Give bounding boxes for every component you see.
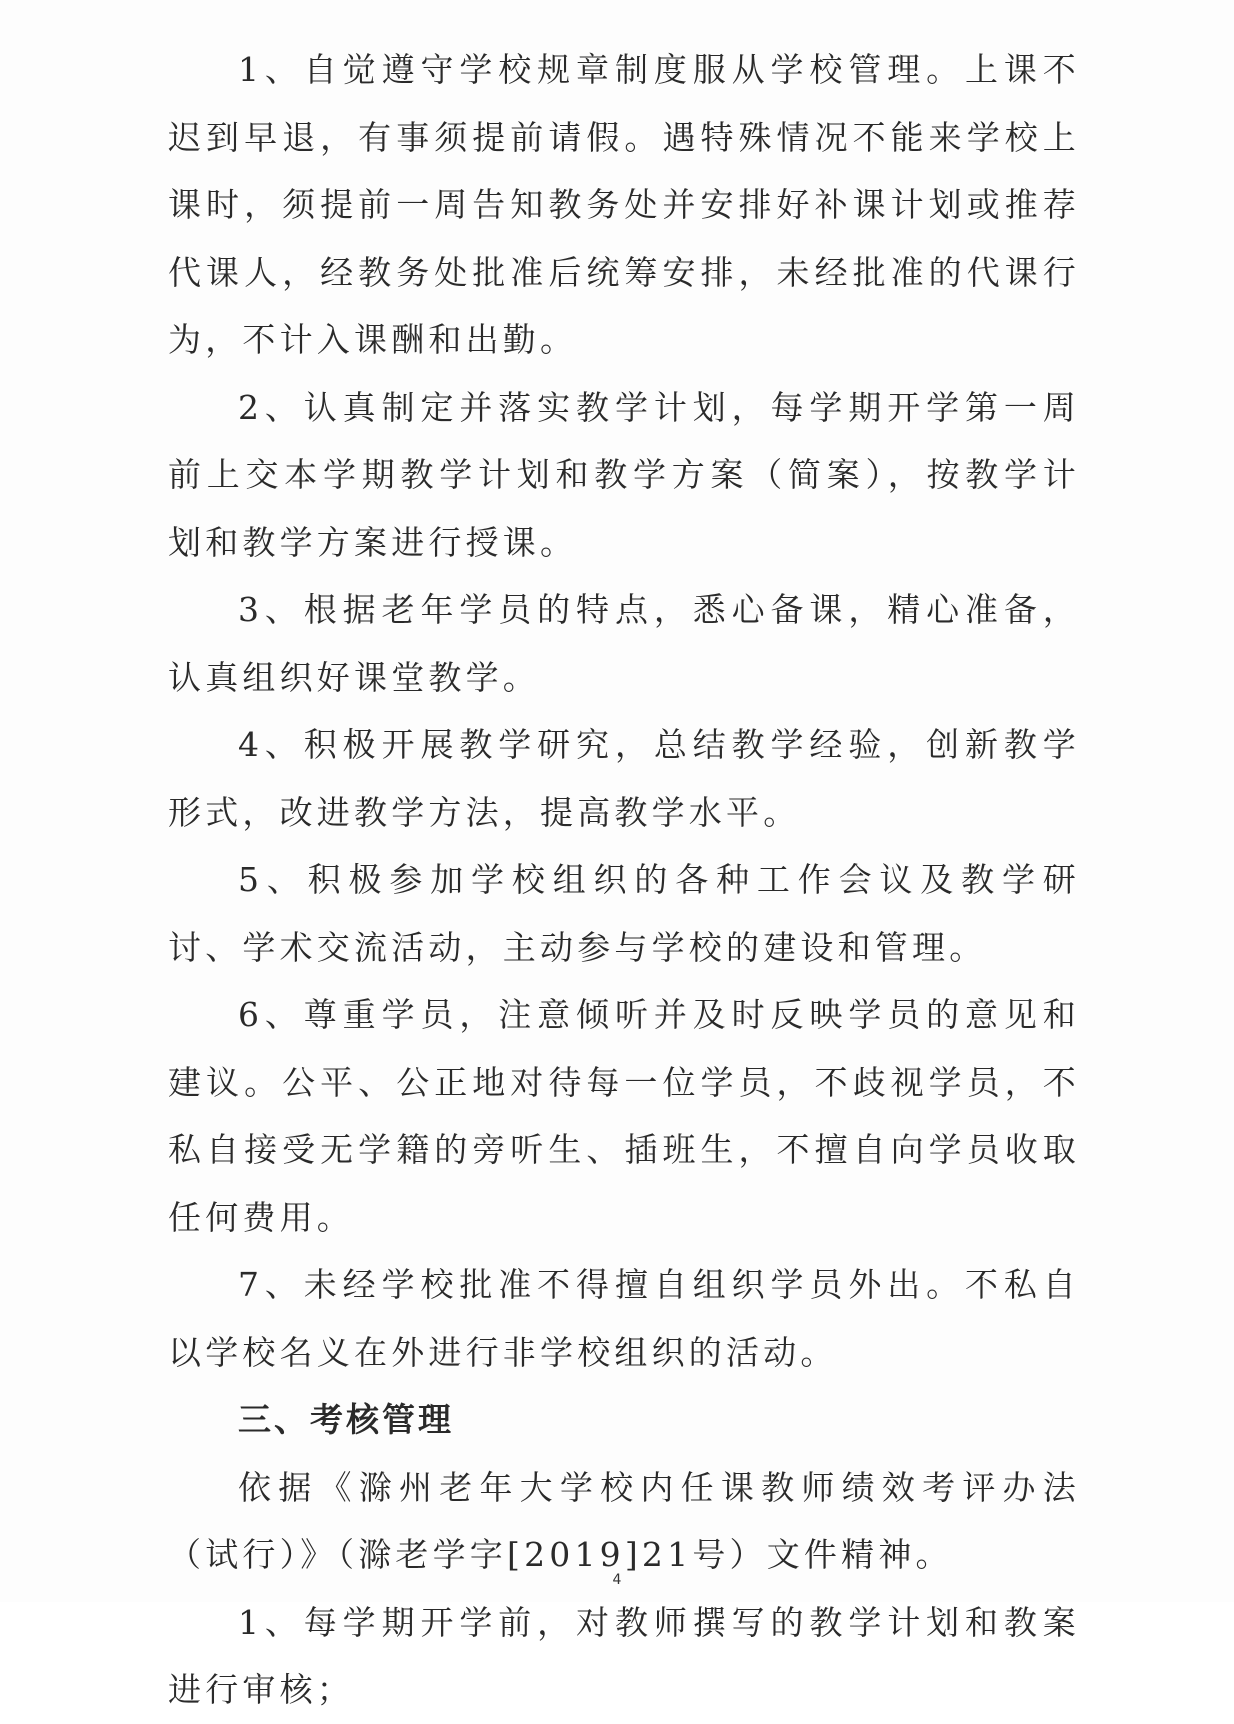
rule-paragraph-3: 3、根据老年学员的特点，悉心备课，精心准备，认真组织好课堂教学。	[168, 590, 1080, 697]
rule-paragraph-6: 6、尊重学员，注意倾听并及时反映学员的意见和建议。公平、公正地对待每一位学员，不歧视学员，不私自接受无学籍的旁听生、插班生，不擅自向学员收取任何费用。	[168, 995, 1080, 1237]
rule-paragraph-5: 5、积极参加学校组织的各种工作会议及教学研讨、学术交流活动，主动参与学校的建设和管理。	[168, 860, 1080, 967]
section-heading: 三、考核管理	[238, 1400, 454, 1439]
rule-paragraph-1: 1、自觉遵守学校规章制度服从学校管理。上课不迟到早退，有事须提前请假。遇特殊情况不能来学校上课时，须提前一周告知教务处并安排好补课计划或推荐代课人，经教务处批准后统筹安排，未经批准的代课行为，不计入课酬和出勤。	[168, 50, 1080, 359]
rule-paragraph-2: 2、认真制定并落实教学计划，每学期开学第一周前上交本学期教学计划和教学方案（简案），按教学计划和教学方案进行授课。	[168, 387, 1080, 562]
assessment-item-1: 1、每学期开学前，对教师撰写的教学计划和教案进行审核；	[168, 1602, 1080, 1709]
rule-paragraph-4: 4、积极开展教学研究，总结教学经验，创新教学形式，改进教学方法，提高教学水平。	[168, 725, 1080, 832]
rule-paragraph-7: 7、未经学校批准不得擅自组织学员外出。不私自以学校名义在外进行非学校组织的活动。	[168, 1265, 1080, 1372]
document-body	[168, 36, 1080, 1724]
assessment-basis-paragraph: 依据《滁州老年大学校内任课教师绩效考评办法（试行）》（滁老学字[2019]21号）文件精神。	[168, 1467, 1080, 1574]
page-number: 4	[612, 1572, 622, 1588]
